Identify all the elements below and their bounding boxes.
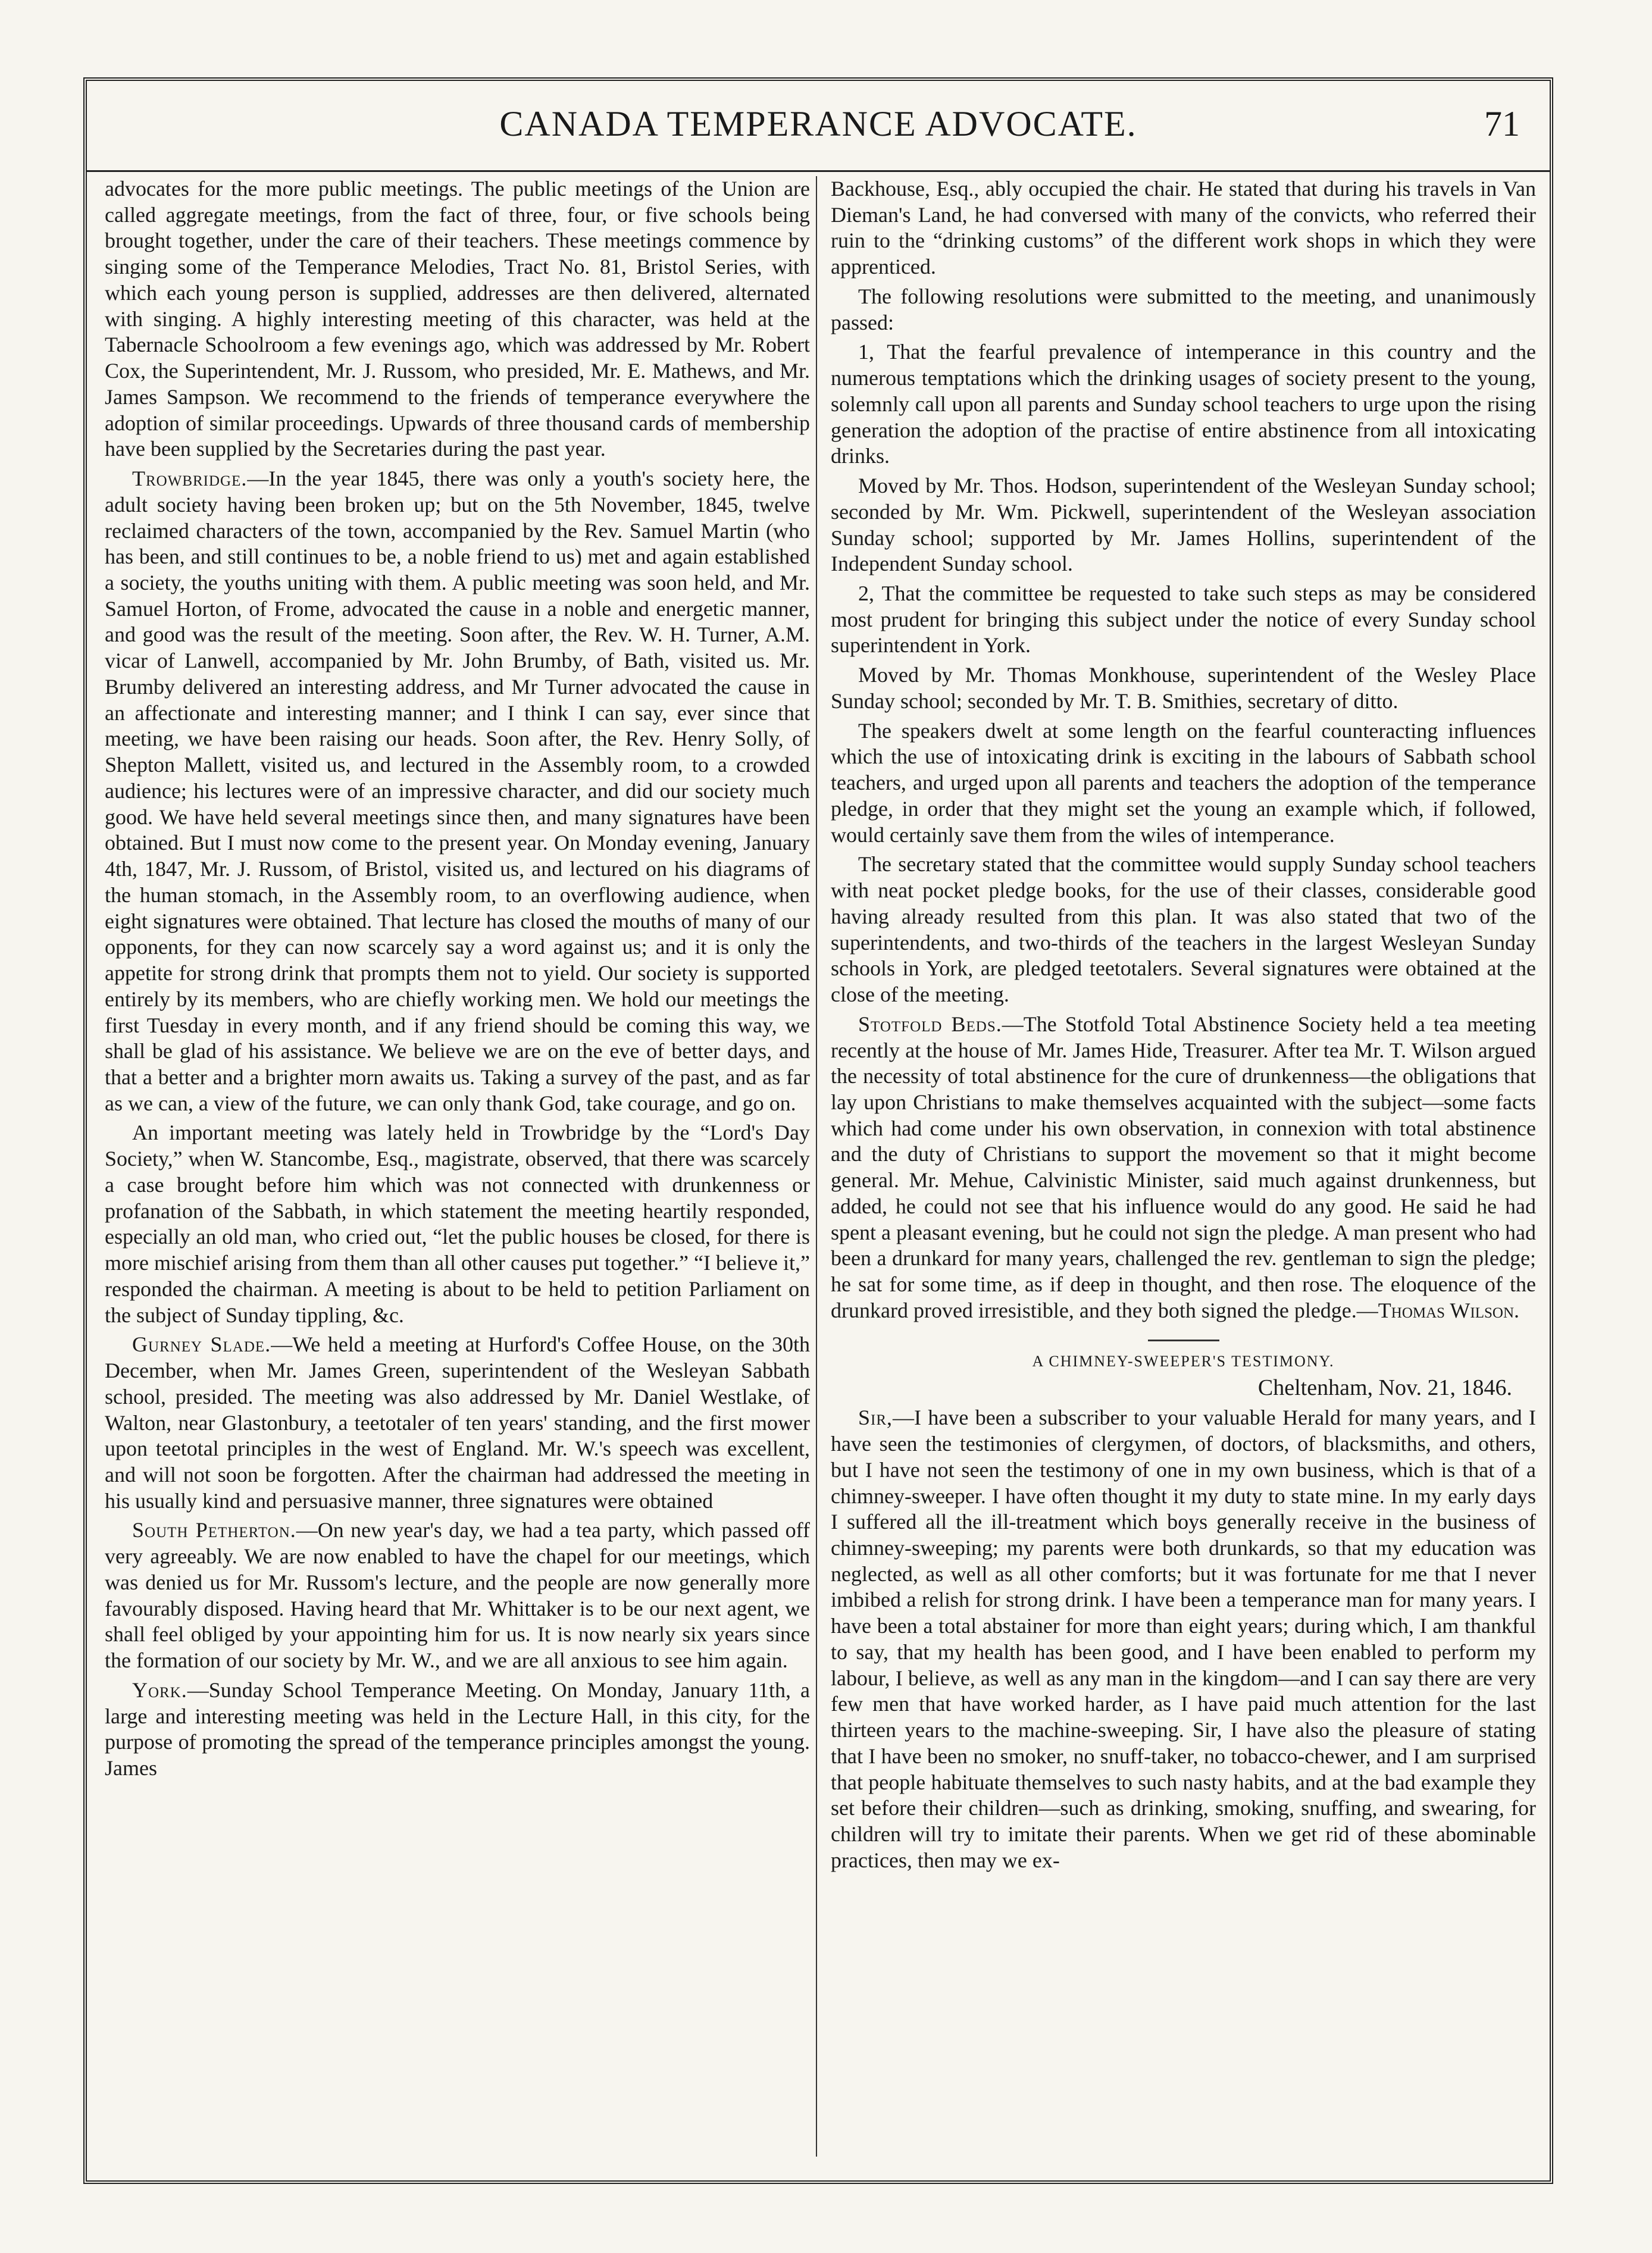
place-heading: York.	[132, 1678, 187, 1702]
column-divider	[816, 176, 817, 2157]
paragraph-text: —We held a meeting at Hurford's Coffee House, on the 30th December, when Mr. James Green, superintendent of the Wesleyan Sabbath school, presided. The meeting was also addressed by Mr. Daniel Westlake, of Walton, near Glastonbury, a teetotaler of ten years' standing, and the first mower upon teetotal principles in the west of England. Mr. W.'s speech was excellent, and will not soon be forgotten. After the chairman had addressed the meeting in his usually kind and persuasive manner, three signatures were obtained	[105, 1332, 810, 1513]
signature: Thomas Wilson.	[1378, 1298, 1520, 1322]
publication-title: CANADA TEMPERANCE ADVOCATE.	[499, 104, 1137, 143]
paragraph-text: —Sunday School Temperance Meeting. On Monday, January 11th, a large and interesting meeting was held in the Lecture Hall, in this city, for the purpose of promoting the spread of the temperance principles amongst the young. James	[105, 1678, 810, 1781]
place-heading: Gurney Slade.	[132, 1332, 271, 1357]
page-number: 71	[1484, 104, 1520, 143]
paragraph: Moved by Mr. Thomas Monkhouse, superintendent of the Wesley Place Sunday school; seconded by Mr. T. B. Smithies, secretary of ditto.	[831, 663, 1536, 713]
paragraph: The following resolutions were submitted to the meeting, and unanimously passed:	[831, 284, 1536, 334]
south-petherton-report	[105, 1517, 810, 1673]
left-column	[105, 176, 810, 2157]
trowbridge-report	[105, 466, 810, 1116]
paragraph-text: —I have been a subscriber to your valuable Herald for many years, and I have seen the testimonies of clergymen, of doctors, of blacksmiths, and others, but I have not seen the testimony of one in my own business, which is that of a chimney-sweeper. I have often thought it my duty to state mine. In my early days I suffered all the ill-treatment which boys generally receive in the business of chimney-sweeping; my parents were both drunkards, so that my education was neglected, as well as all other comforts; but it was fortunate for me that I never imbibed a relish for strong drink. I have been a temperance man for many years. I have been a total abstainer for more than eight years; during which, I am thankful to say, that my health has been good, and I have been enabled to perform my labour, I believe, as well as any man in the kingdom—and I can say there are very few men that have worked harder, as I have paid much attention for the last thirteen years to the machine-sweeping. Sir, I have also the pleasure of stating that I have been no smoker, no snuff-taker, no tobacco-chewer, and I am surprised that people habituate themselves to such nasty habits, and at the bad example they set before their children—such as drinking, smoking, snuffing, and swearing, for children will try to imitate their parents. When we get rid of these abominable practices, then may we ex-	[831, 1406, 1536, 1872]
right-column	[831, 176, 1536, 2157]
article-title: A CHIMNEY-SWEEPER'S TESTIMONY.	[1032, 1352, 1335, 1370]
paragraph: An important meeting was lately held in Trowbridge by the “Lord's Day Society,” when W. Stancombe, Esq., magistrate, observed, that there was scarcely a case brought before him which was not connected with drunkenness or profanation of the Sabbath, in which statement the meeting heartily responded, especially an old man, who cried out, “let the public houses be closed, for there is more mischief arising from them than all other causes put together.” “I believe it,” responded the chairman. A meeting is about to be held to petition Parliament on the subject of Sunday tippling, &c.	[105, 1121, 810, 1327]
paragraph: Backhouse, Esq., ably occupied the chair. He stated that during his travels in Van Dieman's Land, he had conversed with many of the convicts, who referred their ruin to the “drinking customs” of the different work shops in which they were apprenticed.	[831, 177, 1536, 279]
stotfold-report	[831, 1012, 1536, 1324]
place-heading: Stotfold Beds.	[858, 1012, 1002, 1036]
paragraph: The speakers dwelt at some length on the fearful counteracting influences which the use of intoxicating drink is exciting in the labours of Sabbath school teachers, and urged upon all parents and teachers the adoption of the temperance pledge, in order that they might set the young an example which, if followed, would certainly save them from the wiles of intemperance.	[831, 718, 1536, 847]
newspaper-page	[83, 77, 1553, 2184]
paragraph: The secretary stated that the committee would supply Sunday school teachers with neat pocket pledge books, for the use of their classes, considerable good having already resulted from this plan. It was also stated that two of the superintendents, and two-thirds of the teachers in the largest Wesleyan Sunday schools in York, are pledged teetotalers. Several signatures were obtained at the close of the meeting.	[831, 852, 1536, 1007]
salutation: Sir,	[858, 1406, 893, 1430]
york-report	[105, 1678, 810, 1782]
resolution-2: 2, That the committee be requested to take such steps as may be considered most prudent for bringing this subject under the notice of every Sunday school superintendent in York.	[831, 581, 1536, 658]
letter-body	[831, 1405, 1536, 1873]
paragraph: Moved by Mr. Thos. Hodson, superintendent of the Wesleyan Sunday school; seconded by Mr. Wm. Pickwell, superintendent of the Wesleyan association Sunday school; supported by Mr. James Hollins, superintendent of the Independent Sunday school.	[831, 474, 1536, 576]
section-divider	[1148, 1340, 1219, 1341]
place-heading: Trowbridge.	[132, 467, 248, 491]
paragraph: advocates for the more public meetings. The public meetings of the Union are called aggregate meetings, from the fact of three, four, or five schools being brought together, under the care of their teachers. These meetings commence by singing some of the Temperance Melodies, Tract No. 81, Bristol Series, with which each young person is supplied, addresses are then delivered, alternated with singing. A highly interesting meeting of this character, was held at the Tabernacle Schoolroom a few evenings ago, which was addressed by Mr. Robert Cox, the Superintendent, Mr. J. Russom, who presided, Mr. E. Mathews, and Mr. James Sampson. We recommend to the friends of temperance everywhere the adoption of similar proceedings. Upwards of three thousand cards of membership have been supplied by the Secretaries during the past year.	[105, 177, 810, 461]
paragraph-text: —The Stotfold Total Abstinence Society held a tea meeting recently at the house of Mr. James Hide, Treasurer. After tea Mr. T. Wilson argued the necessity of total abstinence for the cure of drunkenness—the obligations that lay upon Christians to make themselves acquainted with the subject—some facts which had come under his own observation, in connexion with total abstinence and the duty of Christians to support the movement so that it might become general. Mr. Mehue, Calvinistic Minister, said much against drunkenness, but added, he could not see that his influence would do any good. He said he had spent a pleasant evening, but he could not sign the pledge. A man present who had been a drunkard for many years, challenged the rev. gentleman to sign the pledge; he sat for some time, as if deep in thought, and then rose. The eloquence of the drunkard proved irresistible, and they both signed the pledge.—	[831, 1012, 1536, 1322]
dateline: Cheltenham, Nov. 21, 1846.	[1257, 1375, 1512, 1401]
page-header	[87, 81, 1550, 172]
resolution-1: 1, That the fearful prevalence of intemperance in this country and the numerous temptations which the drinking usages of society present to the young, solemnly call upon all parents and Sunday school teachers to urge upon the rising generation the adoption of the practise of entire abstinence from all intoxicating drinks.	[831, 340, 1536, 468]
paragraph-text: —In the year 1845, there was only a youth's society here, the adult society having been broken up; but on the 5th November, 1845, twelve reclaimed characters of the town, accompanied by the Rev. Samuel Martin (who has been, and still continues to be, a noble friend to us) met and again established a society, the youths uniting with them. A public meeting was soon held, and Mr. Samuel Horton, of Frome, advocated the cause in a noble and energetic manner, and good was the result of the meeting. Soon after, the Rev. W. H. Turner, A.M. vicar of Lanwell, accompanied by Mr. John Brumby, of Bath, visited us. Mr. Brumby delivered an interesting address, and Mr Turner advocated the cause in an affectionate and interesting manner; and I think I can say, ever since that meeting, we have been raising our heads. Soon after, the Rev. Henry Solly, of Shepton Mallett, visited us, and lectured in the Assembly room, to a crowded audience; his lectures were of an impressive character, and did our society much good. We have held several meetings since then, and many signatures have been obtained. But I must now come to the present year. On Monday evening, January 4th, 1847, Mr. J. Russom, of Bristol, visited us, and lectured on his diagrams of the human stomach, in the Assembly room, to an overflowing audience, when eight signatures were obtained. That lecture has closed the mouths of many of our opponents, for they can now scarcely say a word against us; and it is only the appetite for strong drink that prompts them not to yield. Our society is supported entirely by its members, who are chiefly working men. We hold our meetings the first Tuesday in every month, and if any friend should be coming this way, we shall be glad of his assistance. We believe we are on the eve of better days, and that a better and a brighter morn awaits us. Taking a survey of the past, and as far as we can, a view of the future, we can only thank God, take courage, and go on.	[105, 467, 810, 1115]
paragraph-text: —On new year's day, we had a tea party, which passed off very agreeably. We are now enabled to have the chapel for our meetings, which was denied us for Mr. Russom's lecture, and the people are now generally more favourably disposed. Having heard that Mr. Whittaker is to be our next agent, we shall feel obliged by your appointing him for us. It is now nearly six years since the formation of our society by Mr. W., and we are all anxious to see him again.	[105, 1518, 810, 1673]
gurney-slade-report	[105, 1332, 810, 1514]
place-heading: South Petherton.	[132, 1518, 296, 1542]
